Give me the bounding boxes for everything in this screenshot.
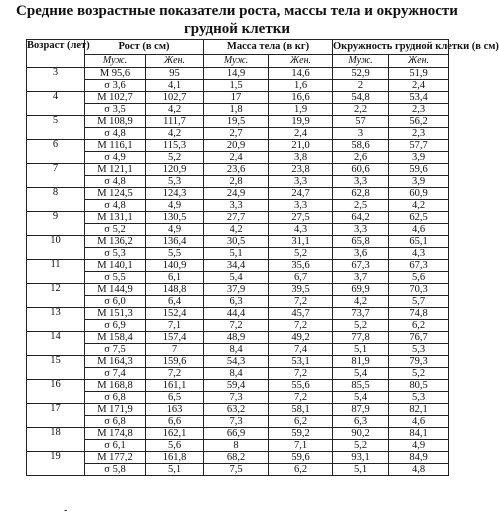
sigma-cell: 3,3 — [269, 200, 333, 212]
sigma-cell: 4,3 — [269, 224, 333, 236]
mean-cell: 93,1 — [333, 452, 389, 464]
mean-cell: 31,1 — [269, 236, 333, 248]
age-cell: 19 — [27, 452, 85, 476]
sigma-cell: 5,5 — [146, 248, 204, 260]
mean-cell: 34,4 — [204, 260, 269, 272]
mean-cell: М 144,9 — [85, 284, 146, 296]
table-row — [27, 164, 449, 176]
sigma-cell: 3,6 — [333, 248, 389, 260]
sigma-cell: 1,5 — [204, 80, 269, 92]
mean-cell: М 124,5 — [85, 188, 146, 200]
sigma-cell: 4,2 — [333, 296, 389, 308]
mean-cell: 58,1 — [269, 404, 333, 416]
mean-cell: 87,9 — [333, 404, 389, 416]
mean-cell: 19,5 — [204, 116, 269, 128]
sigma-cell: 5,7 — [389, 296, 449, 308]
table-body — [27, 68, 449, 476]
mean-cell: М 108,9 — [85, 116, 146, 128]
sigma-cell: 4,9 — [146, 224, 204, 236]
mean-cell: 70,3 — [389, 284, 449, 296]
table-row — [27, 440, 449, 452]
sigma-cell: 5,3 — [389, 344, 449, 356]
header-chest: Окружность грудной клетки (в см) — [333, 40, 449, 55]
mean-cell: 69,9 — [333, 284, 389, 296]
table-row — [27, 284, 449, 296]
mean-cell: 84,1 — [389, 428, 449, 440]
table-row — [27, 212, 449, 224]
mean-cell: 59,4 — [204, 380, 269, 392]
age-cell: 4 — [27, 92, 85, 116]
mean-cell: 79,3 — [389, 356, 449, 368]
sigma-cell: σ 5,5 — [85, 272, 146, 284]
mean-cell: 161,1 — [146, 380, 204, 392]
sigma-cell: 7,3 — [204, 392, 269, 404]
mean-cell: М 95,6 — [85, 68, 146, 80]
mean-cell: М 164,3 — [85, 356, 146, 368]
mean-cell: 77,8 — [333, 332, 389, 344]
sigma-cell: 3,7 — [333, 272, 389, 284]
mean-cell: 82,1 — [389, 404, 449, 416]
mean-cell: 17 — [204, 92, 269, 104]
mean-cell: 53,1 — [269, 356, 333, 368]
mean-cell: 66,9 — [204, 428, 269, 440]
sigma-cell: 7,2 — [269, 296, 333, 308]
sigma-cell: 6,4 — [146, 296, 204, 308]
mean-cell: 84,9 — [389, 452, 449, 464]
sigma-cell: σ 4,9 — [85, 152, 146, 164]
table-row — [27, 452, 449, 464]
sigma-cell: 5,1 — [333, 464, 389, 476]
age-cell: 14 — [27, 332, 85, 356]
sigma-cell: 2,4 — [269, 128, 333, 140]
table-row — [27, 308, 449, 320]
sigma-cell: 5,4 — [204, 272, 269, 284]
sigma-cell: 6,2 — [269, 464, 333, 476]
sigma-cell: 3,3 — [333, 224, 389, 236]
age-cell: 16 — [27, 380, 85, 404]
sigma-cell: 6,6 — [146, 416, 204, 428]
mean-cell: 60,9 — [389, 188, 449, 200]
table-row — [27, 404, 449, 416]
sigma-cell: 7,5 — [204, 464, 269, 476]
sigma-cell: σ 3,5 — [85, 104, 146, 116]
sigma-cell: 4,6 — [389, 224, 449, 236]
sigma-cell: σ 3,6 — [85, 80, 146, 92]
sigma-cell: 2 — [333, 80, 389, 92]
mean-cell: 124,3 — [146, 188, 204, 200]
sigma-cell: σ 6,8 — [85, 392, 146, 404]
mean-cell: 57 — [333, 116, 389, 128]
footnote-mark: - — [64, 505, 68, 516]
mean-cell: 58,6 — [333, 140, 389, 152]
sigma-cell: 4,2 — [389, 200, 449, 212]
mean-cell: 54,3 — [204, 356, 269, 368]
sigma-cell: 2,3 — [389, 128, 449, 140]
sigma-cell: 3,3 — [204, 200, 269, 212]
mean-cell: 59,6 — [389, 164, 449, 176]
sigma-cell: 4,8 — [389, 464, 449, 476]
sigma-cell: σ 7,5 — [85, 344, 146, 356]
mean-cell: 95 — [146, 68, 204, 80]
table-row — [27, 188, 449, 200]
mean-cell: 21,0 — [269, 140, 333, 152]
sigma-cell: σ 7,4 — [85, 368, 146, 380]
sigma-cell: 6,2 — [389, 320, 449, 332]
sigma-cell: 5,2 — [269, 248, 333, 260]
header-age: Возраст (лет) — [27, 40, 85, 68]
subheader-row — [27, 55, 449, 68]
sigma-cell: 8 — [204, 440, 269, 452]
sigma-cell: 6,2 — [269, 416, 333, 428]
table-row — [27, 116, 449, 128]
sigma-cell: 7 — [146, 344, 204, 356]
sigma-cell: 2,8 — [204, 176, 269, 188]
sigma-cell: 3,8 — [269, 152, 333, 164]
sigma-cell: 7,1 — [146, 320, 204, 332]
table-row — [27, 368, 449, 380]
table-row — [27, 320, 449, 332]
mean-cell: 65,1 — [389, 236, 449, 248]
mean-cell: 73,7 — [333, 308, 389, 320]
sigma-cell: 4,2 — [204, 224, 269, 236]
sigma-cell: 2,6 — [333, 152, 389, 164]
sigma-cell: 7,2 — [269, 368, 333, 380]
sigma-cell: 3 — [333, 128, 389, 140]
mean-cell: 157,4 — [146, 332, 204, 344]
sigma-cell: 5,1 — [333, 344, 389, 356]
mean-cell: 162,1 — [146, 428, 204, 440]
sigma-cell: 4,6 — [389, 416, 449, 428]
mean-cell: М 168,8 — [85, 380, 146, 392]
sigma-cell: 7,2 — [269, 320, 333, 332]
sigma-cell: σ 6,0 — [85, 296, 146, 308]
mean-cell: 136,4 — [146, 236, 204, 248]
mean-cell: 85,5 — [333, 380, 389, 392]
sigma-cell: 2,4 — [389, 80, 449, 92]
sigma-cell: 1,8 — [204, 104, 269, 116]
table-row — [27, 140, 449, 152]
age-cell: 10 — [27, 236, 85, 260]
sigma-cell: 4,9 — [389, 440, 449, 452]
mean-cell: М 158,4 — [85, 332, 146, 344]
table-row — [27, 68, 449, 80]
table-row — [27, 380, 449, 392]
age-cell: 11 — [27, 260, 85, 284]
mean-cell: 14,6 — [269, 68, 333, 80]
age-cell: 3 — [27, 68, 85, 92]
age-cell: 15 — [27, 356, 85, 380]
age-cell: 7 — [27, 164, 85, 188]
sigma-cell: 5,2 — [389, 368, 449, 380]
mean-cell: 44,4 — [204, 308, 269, 320]
sigma-cell: 2,7 — [204, 128, 269, 140]
table-row — [27, 92, 449, 104]
sigma-cell: 3,9 — [389, 152, 449, 164]
mean-cell: 67,3 — [333, 260, 389, 272]
mean-cell: 140,9 — [146, 260, 204, 272]
table-row — [27, 152, 449, 164]
age-cell: 9 — [27, 212, 85, 236]
table-row — [27, 416, 449, 428]
mean-cell: 161,8 — [146, 452, 204, 464]
mean-cell: 52,9 — [333, 68, 389, 80]
mean-cell: М 140,1 — [85, 260, 146, 272]
mean-cell: 62,8 — [333, 188, 389, 200]
mean-cell: 152,4 — [146, 308, 204, 320]
mean-cell: 49,2 — [269, 332, 333, 344]
sigma-cell: 7,2 — [204, 320, 269, 332]
mean-cell: 56,2 — [389, 116, 449, 128]
mean-cell: 54,8 — [333, 92, 389, 104]
sigma-cell: 1,9 — [269, 104, 333, 116]
sub-male: Муж. — [85, 55, 146, 68]
sigma-cell: 6,3 — [204, 296, 269, 308]
table-row — [27, 128, 449, 140]
sub-female: Жен. — [146, 55, 204, 68]
mean-cell: 65,8 — [333, 236, 389, 248]
sigma-cell: 7,3 — [204, 416, 269, 428]
mean-cell: 37,9 — [204, 284, 269, 296]
sub-male: Муж. — [333, 55, 389, 68]
mean-cell: М 151,3 — [85, 308, 146, 320]
mean-cell: 45,7 — [269, 308, 333, 320]
mean-cell: 24,9 — [204, 188, 269, 200]
table-row — [27, 104, 449, 116]
mean-cell: 67,3 — [389, 260, 449, 272]
mean-cell: М 116,1 — [85, 140, 146, 152]
mean-cell: М 102,7 — [85, 92, 146, 104]
mean-cell: М 177,2 — [85, 452, 146, 464]
sigma-cell: 5,4 — [333, 368, 389, 380]
mean-cell: 53,4 — [389, 92, 449, 104]
mean-cell: М 171,9 — [85, 404, 146, 416]
mean-cell: 159,6 — [146, 356, 204, 368]
mean-cell: 60,6 — [333, 164, 389, 176]
mean-cell: М 131,1 — [85, 212, 146, 224]
sub-female: Жен. — [269, 55, 333, 68]
sigma-cell: σ 5,8 — [85, 464, 146, 476]
sigma-cell: 4,9 — [146, 200, 204, 212]
sigma-cell: 5,6 — [146, 440, 204, 452]
mean-cell: 27,7 — [204, 212, 269, 224]
table-row — [27, 332, 449, 344]
mean-cell: 23,8 — [269, 164, 333, 176]
sigma-cell: 2,2 — [333, 104, 389, 116]
header-weight: Масса тела (в кг) — [204, 40, 333, 55]
sigma-cell: 2,3 — [389, 104, 449, 116]
table-row — [27, 80, 449, 92]
sigma-cell: 7,2 — [269, 392, 333, 404]
sigma-cell: 4,2 — [146, 104, 204, 116]
mean-cell: 62,5 — [389, 212, 449, 224]
age-cell: 13 — [27, 308, 85, 332]
mean-cell: 120,9 — [146, 164, 204, 176]
mean-cell: 76,7 — [389, 332, 449, 344]
sigma-cell: 8,4 — [204, 344, 269, 356]
sigma-cell: 6,5 — [146, 392, 204, 404]
mean-cell: 39,5 — [269, 284, 333, 296]
mean-cell: 163 — [146, 404, 204, 416]
mean-cell: 35,6 — [269, 260, 333, 272]
sigma-cell: 4,3 — [389, 248, 449, 260]
mean-cell: 59,6 — [269, 452, 333, 464]
mean-cell: 30,5 — [204, 236, 269, 248]
table-row — [27, 344, 449, 356]
age-cell: 18 — [27, 428, 85, 452]
sigma-cell: 8,4 — [204, 368, 269, 380]
mean-cell: 130,5 — [146, 212, 204, 224]
mean-cell: 64,2 — [333, 212, 389, 224]
age-cell: 5 — [27, 116, 85, 140]
sigma-cell: 5,2 — [333, 320, 389, 332]
sigma-cell: σ 4,8 — [85, 128, 146, 140]
table-row — [27, 356, 449, 368]
mean-cell: 16,6 — [269, 92, 333, 104]
sigma-cell: 5,4 — [333, 392, 389, 404]
table-row — [27, 428, 449, 440]
sigma-cell: σ 6,8 — [85, 416, 146, 428]
data-table — [26, 39, 499, 476]
sigma-cell: 1,6 — [269, 80, 333, 92]
table-row — [27, 464, 449, 476]
table-row — [27, 236, 449, 248]
page-title — [0, 2, 474, 38]
table-row — [27, 296, 449, 308]
mean-cell: 20,9 — [204, 140, 269, 152]
mean-cell: 68,2 — [204, 452, 269, 464]
sigma-cell: 5,2 — [146, 152, 204, 164]
sigma-cell: 2,5 — [333, 200, 389, 212]
sigma-cell: σ 4,8 — [85, 176, 146, 188]
sigma-cell: σ 5,3 — [85, 248, 146, 260]
table-row — [27, 272, 449, 284]
age-cell: 8 — [27, 188, 85, 212]
mean-cell: 19,9 — [269, 116, 333, 128]
mean-cell: 27,5 — [269, 212, 333, 224]
mean-cell: 63,2 — [204, 404, 269, 416]
sigma-cell: 4,1 — [146, 80, 204, 92]
table-row — [27, 260, 449, 272]
sub-male: Муж. — [204, 55, 269, 68]
mean-cell: 115,3 — [146, 140, 204, 152]
sigma-cell: 5,2 — [333, 440, 389, 452]
header-height: Рост (в см) — [85, 40, 204, 55]
sigma-cell: σ 5,2 — [85, 224, 146, 236]
sub-female: Жен. — [389, 55, 449, 68]
sigma-cell: 3,3 — [333, 176, 389, 188]
age-cell: 17 — [27, 404, 85, 428]
sigma-cell: 5,1 — [204, 248, 269, 260]
mean-cell: М 174,8 — [85, 428, 146, 440]
mean-cell: 111,7 — [146, 116, 204, 128]
mean-cell: 55,6 — [269, 380, 333, 392]
mean-cell: 59,2 — [269, 428, 333, 440]
table-row — [27, 176, 449, 188]
mean-cell: 14,9 — [204, 68, 269, 80]
sigma-cell: 3,9 — [389, 176, 449, 188]
sigma-cell: 7,1 — [269, 440, 333, 452]
sigma-cell: 7,4 — [269, 344, 333, 356]
mean-cell: 51,9 — [389, 68, 449, 80]
sigma-cell: 4,2 — [146, 128, 204, 140]
sigma-cell: σ 6,1 — [85, 440, 146, 452]
age-cell: 6 — [27, 140, 85, 164]
table-row — [27, 224, 449, 236]
sigma-cell: 2,4 — [204, 152, 269, 164]
sigma-cell: 3,3 — [269, 176, 333, 188]
sigma-cell: 6,3 — [333, 416, 389, 428]
mean-cell: 24,7 — [269, 188, 333, 200]
mean-cell: 148,8 — [146, 284, 204, 296]
mean-cell: 102,7 — [146, 92, 204, 104]
sigma-cell: 7,2 — [146, 368, 204, 380]
mean-cell: М 121,1 — [85, 164, 146, 176]
table-row — [27, 392, 449, 404]
table-row — [27, 200, 449, 212]
mean-cell: 57,7 — [389, 140, 449, 152]
mean-cell: 80,5 — [389, 380, 449, 392]
mean-cell: 48,9 — [204, 332, 269, 344]
sigma-cell: 6,7 — [269, 272, 333, 284]
sigma-cell: σ 6,9 — [85, 320, 146, 332]
mean-cell: 23,6 — [204, 164, 269, 176]
mean-cell: 90,2 — [333, 428, 389, 440]
table-row — [27, 248, 449, 260]
header-row — [27, 40, 449, 55]
mean-cell: 81,9 — [333, 356, 389, 368]
mean-cell: 74,8 — [389, 308, 449, 320]
sigma-cell: 5,1 — [146, 464, 204, 476]
sigma-cell: 5,6 — [389, 272, 449, 284]
sigma-cell: 6,1 — [146, 272, 204, 284]
mean-cell: М 136,2 — [85, 236, 146, 248]
sigma-cell: 5,3 — [146, 176, 204, 188]
title-line-2: грудной клетки — [183, 21, 290, 37]
sigma-cell: 5,3 — [389, 392, 449, 404]
title-line-1: Средние возрастные показатели роста, массы тела и окружности — [16, 3, 458, 19]
sigma-cell: σ 4,8 — [85, 200, 146, 212]
age-cell: 12 — [27, 284, 85, 308]
